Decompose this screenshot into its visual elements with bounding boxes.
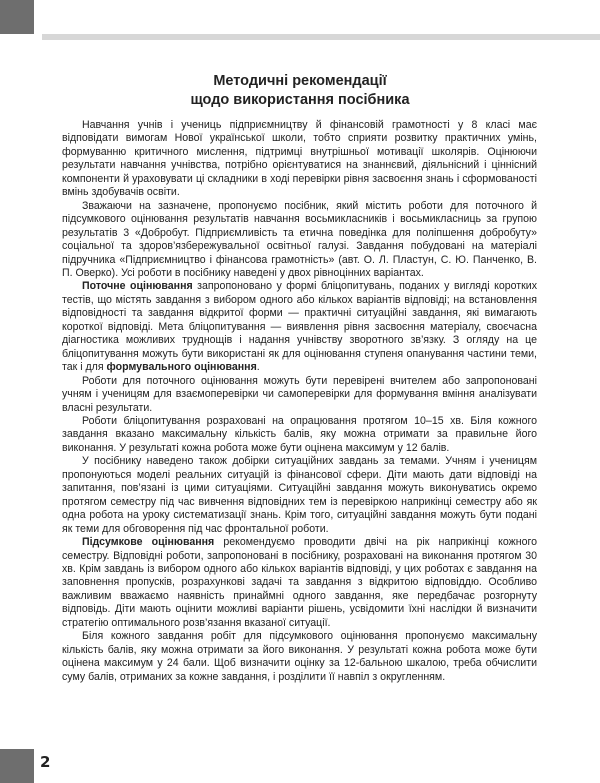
page-title	[68, 72, 532, 110]
term-final-assessment: Підсумкове оцінювання	[82, 536, 215, 549]
term-current-assessment: Поточне оцінювання	[82, 280, 193, 293]
corner-decoration-top	[0, 0, 34, 34]
page-number: 2	[40, 753, 51, 771]
body-text	[62, 119, 537, 684]
paragraph-1: Навчання учнів і учениць підприємництву й фінансовій грамотності у 8 класі має відповідати вимогам Нової української школи, тобто сприяти розвитку практичних умінь, формуванню критичного мислення, підтримці внутрішньої мотивації школярів. Оцінюючи результати навчання учнівства, потрібно орієнтуватися на знаннєвий, діяльнісний і ціннісний компоненти й ураховувати ці складники в ході перевірки рівня засвоєння знань і сформованості вмінь здобувачів освіти.	[62, 119, 537, 199]
paragraph-6: У посібнику наведено також добірки ситуаційних завдань за темами. Учням і ученицям пропонуються моделі реальних ситуацій із фінансової сфери. Діти мають дати відповіді на запитання, пов’язані із цими ситуаціями. Ситуаційні завдання можуть виконуватись окремо протягом семестру під час вивчення відповідних тем із перевіркою наприкінці семестру або як одна робота на уроку систематизації знань. Крім того, ситуаційні завдання можуть бути подані як теми для обговорення під час фронтальної роботи.	[62, 455, 537, 535]
paragraph-3	[62, 280, 537, 374]
term-formative-assessment: формувального оцінювання	[106, 361, 257, 374]
paragraph-5: Роботи бліцопитування розраховані на опрацювання протягом 10–15 хв. Біля кожного завдання вказано максимальну кількість балів, яку можна отримати за правильне його виконання. У результаті кожна робота може бути оцінена максимум у 12 балів.	[62, 414, 537, 454]
page-title-line-1: Методичні рекомендації	[213, 73, 387, 89]
paragraph-7	[62, 536, 537, 630]
corner-decoration-bottom	[0, 749, 34, 783]
page-title-line-2: щодо використання посібника	[190, 92, 410, 108]
paragraph-3-tail: .	[256, 361, 260, 374]
paragraph-3-text: запропоновано у формі бліцопитувань, поданих у вигляді коротких тестів, що містять завдання з вибором одного або кількох варіантів відповіді; на встановлення відповідності та завдання відкритої форми — практичні ситуаційні завдання, які вимагають короткої відповіді. Мета бліцопитування — виявлення рівня засвоєння матеріалу, своєчасна діагностика можливих труднощів і надання учнівству зворотного зв’язку. З огляду на це бліцопитування можуть бути використані як для оцінювання ступеня опанування частини теми, так і для	[62, 280, 537, 374]
header-rule	[42, 34, 600, 40]
paragraph-7-text: рекомендуємо проводити двічі на рік наприкінці кожного семестру. Відповідні роботи, запропоновані в посібнику, розраховані на виконання протягом 30 хв. Крім завдань із вибором одного або кількох варіантів відповіді, у цих роботах є завдання на заповнення пропусків, розрахункові задачі та завдання з відкритою відповіддю. Особливо важливим вважаємо наявність принаймні одного завдання, яке передбачає розгорнуту відповідь. Діти мають оцінити можливі варіанти рішень, усвідомити їхні наслідки й визначити стратегію оптимального розв’язання вказаної ситуації.	[62, 536, 537, 629]
paragraph-8: Біля кожного завдання робіт для підсумкового оцінювання пропонуємо максимальну кількість балів, яку можна отримати за його виконання. У результаті кожна робота може бути оцінена максимум у 24 бали. Щоб визначити оцінку за 12-бальною шкалою, треба обчислити суму балів, отриманих за кожне завдання, і розділити її навпіл з округленням.	[62, 630, 537, 683]
paragraph-4: Роботи для поточного оцінювання можуть бути перевірені вчителем або запропоновані учням і ученицям для взаємоперевірки чи самоперевірки для формування вміння аналізувати власні результати.	[62, 374, 537, 414]
paragraph-2: Зважаючи на зазначене, пропонуємо посібник, який містить роботи для поточного й підсумкового оцінювання результатів навчання восьмикласників і восьмикласниць за групою результатів 3 «Добробут. Підприємливість та етична поведінка для поліпшення добробуту» соціальної та здоров’язбережувальної освітньої галузі. Завдання побудовані на матеріалі підручника «Підприємництво і фінансова грамотність» (авт. О. Л. Пластун, С. Ю. Панченко, В. П. Оверко). Усі роботи в посібнику наведені у двох рівноцінних варіантах.	[62, 199, 537, 279]
